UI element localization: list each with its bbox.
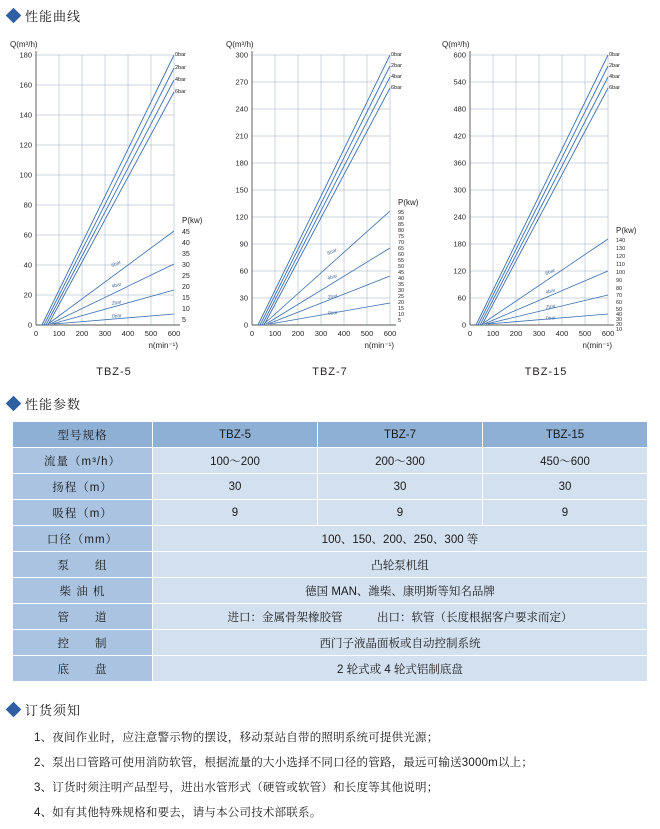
svg-text:0bar: 0bar	[175, 52, 187, 58]
svg-text:40: 40	[23, 260, 32, 270]
svg-text:20: 20	[23, 290, 32, 300]
order-note-item: 4、如有其他特殊规格和要去，请与本公司技术部联系。	[34, 807, 322, 819]
row-label: 控 制	[13, 630, 153, 656]
svg-text:4bar: 4bar	[175, 77, 187, 83]
section-title-order: 订货须知	[25, 703, 82, 718]
svg-text:25: 25	[398, 294, 405, 300]
svg-text:200: 200	[75, 329, 89, 338]
diamond-bullet-icon	[6, 8, 22, 24]
svg-text:120: 120	[453, 266, 466, 276]
order-note-item: 2、泵出口管路可使用消防软管，根据流量的大小选择不同口径的管路，最远可输送3000m以上；	[34, 757, 534, 769]
svg-text:100: 100	[268, 329, 282, 338]
svg-text:40: 40	[182, 240, 190, 247]
chart3-plabel: P(kw)	[616, 226, 637, 235]
svg-text:140: 140	[616, 238, 626, 244]
order-note-item: 3、订货时须注明产品型号，进出水管形式（硬管或软管）和长度等其他说明；	[34, 782, 439, 794]
svg-text:150: 150	[235, 185, 248, 195]
row-label: 管 道	[13, 604, 153, 630]
svg-text:15: 15	[398, 306, 405, 312]
section-header-params	[0, 388, 660, 413]
svg-text:300: 300	[235, 50, 248, 60]
svg-text:120: 120	[19, 140, 32, 150]
svg-text:500: 500	[144, 329, 158, 338]
row-label: 扬程（m）	[13, 474, 153, 500]
row-label: 口径（mm）	[13, 526, 153, 552]
svg-text:15: 15	[182, 295, 190, 302]
row-label: 底 盘	[13, 656, 153, 682]
svg-text:80: 80	[23, 200, 32, 210]
svg-text:2bar: 2bar	[111, 299, 123, 307]
svg-text:110: 110	[616, 262, 625, 268]
svg-text:0bar: 0bar	[111, 312, 123, 320]
svg-text:50: 50	[616, 307, 623, 313]
chart3-ylabel: Q(m³/h)	[442, 40, 470, 49]
svg-text:85: 85	[398, 222, 405, 228]
svg-text:200: 200	[509, 329, 523, 338]
svg-text:100: 100	[486, 329, 500, 338]
svg-text:80: 80	[398, 228, 405, 234]
svg-text:55: 55	[398, 258, 405, 264]
chart1-plabel: P(kw)	[182, 216, 203, 225]
svg-text:300: 300	[453, 185, 466, 195]
chart-caption-tbz-5: TBZ-5	[96, 366, 132, 378]
svg-text:600: 600	[167, 329, 181, 338]
svg-text:5: 5	[398, 318, 402, 324]
svg-text:100: 100	[19, 170, 32, 180]
chart-tbz-7	[224, 35, 436, 378]
svg-text:480: 480	[453, 104, 466, 114]
section-title-curves: 性能曲线	[25, 9, 82, 24]
row-cell: 30	[318, 474, 483, 500]
diamond-bullet-icon	[6, 702, 22, 718]
chart-caption-tbz-7: TBZ-7	[312, 366, 348, 378]
svg-text:30: 30	[616, 317, 623, 323]
row-label: 吸程（m）	[13, 500, 153, 526]
svg-text:10: 10	[616, 327, 623, 333]
row-cell: 西门子液晶面板或自动控制系统	[153, 630, 648, 656]
row-cell: 100～200	[153, 448, 318, 474]
svg-text:40: 40	[398, 276, 405, 282]
svg-text:0bar: 0bar	[327, 309, 339, 317]
table-header-cell: TBZ-7	[318, 422, 483, 448]
svg-text:6bar: 6bar	[391, 85, 403, 91]
svg-text:600: 600	[601, 329, 615, 338]
svg-text:0: 0	[27, 320, 32, 330]
row-cell: 9	[318, 500, 483, 526]
chart2-xlabel: n(min⁻¹)	[364, 341, 394, 350]
svg-text:300: 300	[314, 329, 328, 338]
svg-text:100: 100	[616, 270, 626, 276]
row-cell: 9	[153, 500, 318, 526]
svg-text:6bar: 6bar	[175, 89, 187, 95]
row-cell: 100、150、200、250、300 等	[153, 526, 648, 552]
svg-text:75: 75	[398, 234, 405, 240]
row-label: 泵 组	[13, 552, 153, 578]
svg-text:65: 65	[398, 246, 405, 252]
svg-text:30: 30	[239, 293, 248, 303]
table-row	[13, 552, 648, 578]
table-row	[13, 656, 648, 682]
svg-text:90: 90	[239, 239, 248, 249]
svg-text:300: 300	[98, 329, 112, 338]
spec-table	[12, 421, 648, 682]
order-notes-list	[0, 729, 660, 820]
table-row	[13, 630, 648, 656]
svg-text:0bar: 0bar	[391, 52, 403, 58]
svg-text:10: 10	[182, 306, 190, 313]
svg-text:140: 140	[19, 110, 32, 120]
table-header-row	[13, 422, 648, 448]
svg-text:2bar: 2bar	[327, 293, 339, 301]
svg-text:45: 45	[398, 270, 405, 276]
diamond-bullet-icon	[6, 396, 22, 412]
row-cell: 凸轮泵机组	[153, 552, 648, 578]
svg-text:270: 270	[235, 77, 248, 87]
svg-text:160: 160	[19, 80, 32, 90]
table-row	[13, 604, 648, 630]
table-row	[13, 578, 648, 604]
row-cell: 德国 MAN、潍柴、康明斯等知名品牌	[153, 578, 648, 604]
svg-text:6bar: 6bar	[110, 259, 123, 269]
table-row	[13, 474, 648, 500]
svg-text:2bar: 2bar	[609, 63, 621, 69]
svg-text:400: 400	[337, 329, 351, 338]
spec-table-wrap	[0, 421, 660, 682]
chart1-xlabel: n(min⁻¹)	[148, 341, 178, 350]
svg-text:0: 0	[33, 329, 39, 338]
svg-text:500: 500	[360, 329, 374, 338]
row-label: 柴 油 机	[13, 578, 153, 604]
row-cell: 2 轮式或 4 轮式铝制底盘	[153, 656, 648, 682]
section-title-params: 性能参数	[25, 397, 82, 412]
svg-text:35: 35	[398, 282, 405, 288]
svg-text:60: 60	[398, 252, 405, 258]
svg-text:90: 90	[616, 278, 623, 284]
svg-text:130: 130	[616, 246, 626, 252]
chart-tbz-15	[440, 35, 652, 378]
row-cell: 30	[483, 474, 648, 500]
chart-svg-tbz-7	[224, 35, 436, 355]
svg-text:60: 60	[23, 230, 32, 240]
svg-text:4bar: 4bar	[544, 287, 557, 296]
svg-text:2bar: 2bar	[175, 65, 187, 71]
svg-text:45: 45	[182, 229, 190, 236]
svg-text:90: 90	[398, 216, 405, 222]
svg-text:360: 360	[453, 158, 466, 168]
svg-text:500: 500	[578, 329, 592, 338]
charts-row	[0, 35, 660, 378]
chart3-xlabel: n(min⁻¹)	[582, 341, 612, 350]
table-row	[13, 500, 648, 526]
svg-text:5: 5	[182, 317, 186, 324]
svg-text:60: 60	[616, 300, 623, 306]
svg-text:120: 120	[235, 212, 248, 222]
svg-text:400: 400	[121, 329, 135, 338]
row-cell: 450～600	[483, 448, 648, 474]
row-cell: 9	[483, 500, 648, 526]
svg-text:180: 180	[19, 50, 32, 60]
svg-text:6bar: 6bar	[609, 85, 621, 91]
svg-text:0: 0	[461, 320, 466, 330]
svg-text:4bar: 4bar	[391, 74, 403, 80]
svg-text:0bar: 0bar	[545, 315, 557, 322]
chart-svg-tbz-5	[8, 35, 220, 355]
svg-text:20: 20	[616, 322, 623, 328]
svg-text:25: 25	[182, 273, 190, 280]
svg-text:30: 30	[182, 262, 190, 269]
section-header-order	[0, 694, 660, 719]
svg-text:10: 10	[398, 312, 405, 318]
order-note-item: 1、夜间作业时，应注意警示物的摆设，移动泵站自带的照明系统可提供光源；	[34, 732, 439, 744]
table-header-cell: TBZ-15	[483, 422, 648, 448]
svg-text:50: 50	[398, 264, 405, 270]
svg-text:60: 60	[239, 266, 248, 276]
section-header-curves	[0, 0, 660, 25]
svg-text:210: 210	[235, 131, 248, 141]
svg-text:200: 200	[291, 329, 305, 338]
chart-svg-tbz-15	[440, 35, 652, 355]
svg-text:0bar: 0bar	[609, 52, 621, 58]
svg-text:20: 20	[398, 300, 405, 306]
svg-text:0: 0	[243, 320, 248, 330]
svg-text:4bar: 4bar	[110, 281, 123, 290]
table-header-cell: 型号规格	[13, 422, 153, 448]
chart-caption-tbz-15: TBZ-15	[524, 366, 568, 378]
row-label: 流量（m³/h）	[13, 448, 153, 474]
row-cell: 200～300	[318, 448, 483, 474]
svg-text:420: 420	[453, 131, 466, 141]
table-row	[13, 448, 648, 474]
svg-text:95: 95	[398, 210, 405, 216]
svg-text:600: 600	[453, 50, 466, 60]
svg-text:100: 100	[52, 329, 66, 338]
svg-text:0: 0	[249, 329, 255, 338]
chart-tbz-5	[8, 35, 220, 378]
svg-text:4bar: 4bar	[609, 74, 621, 80]
svg-text:6bar: 6bar	[544, 267, 557, 277]
chart2-ylabel: Q(m³/h)	[226, 40, 254, 49]
svg-text:70: 70	[398, 240, 405, 246]
svg-text:40: 40	[616, 312, 623, 318]
chart1-ylabel: Q(m³/h)	[10, 40, 38, 49]
svg-text:4bar: 4bar	[326, 273, 339, 282]
svg-text:400: 400	[555, 329, 569, 338]
svg-text:80: 80	[616, 286, 623, 292]
svg-text:30: 30	[398, 288, 405, 294]
svg-text:70: 70	[616, 293, 623, 299]
svg-text:6bar: 6bar	[326, 247, 338, 257]
svg-text:540: 540	[453, 77, 466, 87]
svg-text:240: 240	[453, 212, 466, 222]
svg-text:600: 600	[383, 329, 397, 338]
row-cell: 30	[153, 474, 318, 500]
svg-text:120: 120	[616, 254, 626, 260]
svg-text:240: 240	[235, 104, 248, 114]
svg-text:300: 300	[532, 329, 546, 338]
svg-text:180: 180	[235, 158, 248, 168]
svg-text:60: 60	[457, 293, 466, 303]
row-cell: 进口：金属骨架橡胶管 出口：软管（长度根据客户要求而定）	[153, 604, 648, 630]
svg-text:35: 35	[182, 251, 190, 258]
svg-text:180: 180	[453, 239, 466, 249]
svg-text:2bar: 2bar	[545, 303, 557, 311]
table-row	[13, 526, 648, 552]
svg-text:20: 20	[182, 284, 190, 291]
svg-text:2bar: 2bar	[391, 63, 403, 69]
chart2-plabel: P(kw)	[398, 198, 419, 207]
table-header-cell: TBZ-5	[153, 422, 318, 448]
svg-text:0: 0	[467, 329, 473, 338]
